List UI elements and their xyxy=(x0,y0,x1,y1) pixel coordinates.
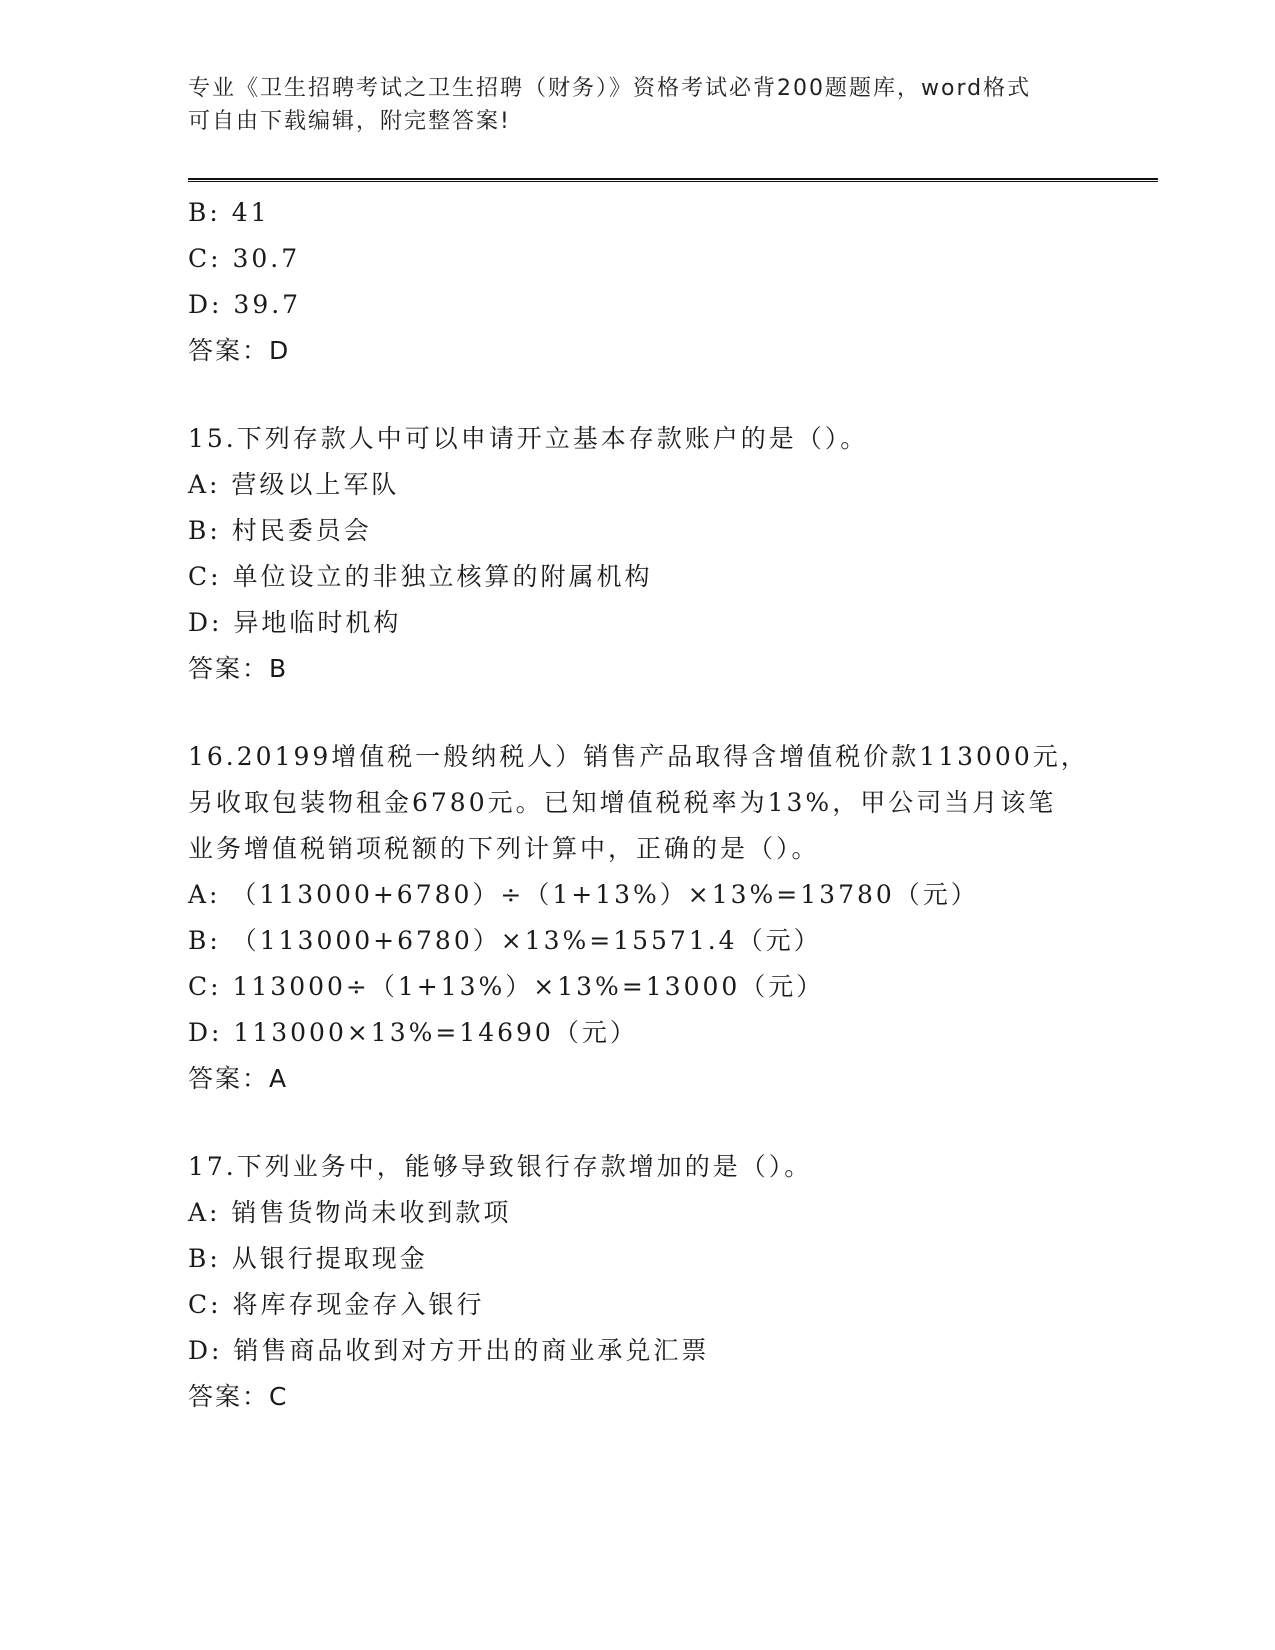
answer-line: 答案：B xyxy=(188,654,289,683)
option-a: A: 销售货物尚未收到款项 xyxy=(188,1198,512,1227)
question-stem-line-2: 另收取包装物租金6780元。已知增值税税率为13%，甲公司当月该笔 xyxy=(188,788,1057,817)
header-title-line-2: 可自由下载编辑，附完整答案! xyxy=(188,109,511,134)
option-b: B: 从银行提取现金 xyxy=(188,1244,428,1273)
option-a: A: 营级以上军队 xyxy=(188,470,400,499)
option-c: C: 30.7 xyxy=(188,244,301,273)
option-c: C: 将库存现金存入银行 xyxy=(188,1290,485,1319)
header-divider xyxy=(188,178,1158,182)
option-a: A: （113000+6780）÷（1+13%）×13%=13780（元） xyxy=(188,880,979,909)
answer-line: 答案：A xyxy=(188,1064,289,1093)
header-title-line-1: 专业《卫生招聘考试之卫生招聘（财务）》资格考试必背200题题库，word格式 xyxy=(188,76,1032,101)
option-b: B: 村民委员会 xyxy=(188,516,372,545)
spacer xyxy=(188,1102,1128,1144)
answer-line: 答案：D xyxy=(188,336,291,365)
option-c: C: 113000÷（1+13%）×13%=13000（元） xyxy=(188,972,825,1001)
answer-line: 答案：C xyxy=(188,1382,289,1411)
question-stem: 15.下列存款人中可以申请开立基本存款账户的是（）。 xyxy=(188,424,869,453)
option-b: B: 41 xyxy=(188,198,270,227)
spacer xyxy=(188,692,1128,734)
question-16 xyxy=(188,734,1128,1102)
spacer xyxy=(188,374,1128,416)
question-14-continuation xyxy=(188,190,1128,374)
question-stem-line-1: 16.20199增值税一般纳税人）销售产品取得含增值税价款113000元， xyxy=(188,742,1089,771)
option-d: D: 异地临时机构 xyxy=(188,608,402,637)
option-d: D: 113000×13%=14690（元） xyxy=(188,1018,638,1047)
option-c: C: 单位设立的非独立核算的附属机构 xyxy=(188,562,653,591)
question-stem: 17.下列业务中，能够导致银行存款增加的是（）。 xyxy=(188,1152,813,1181)
question-stem-line-3: 业务增值税销项税额的下列计算中，正确的是（）。 xyxy=(188,834,820,863)
option-d: D: 39.7 xyxy=(188,290,302,319)
question-17 xyxy=(188,1144,1128,1420)
option-b: B: （113000+6780）×13%=15571.4（元） xyxy=(188,926,822,955)
option-d: D: 销售商品收到对方开出的商业承兑汇票 xyxy=(188,1336,710,1365)
page-header xyxy=(188,72,1068,138)
question-content xyxy=(188,190,1128,1420)
question-15 xyxy=(188,416,1128,692)
